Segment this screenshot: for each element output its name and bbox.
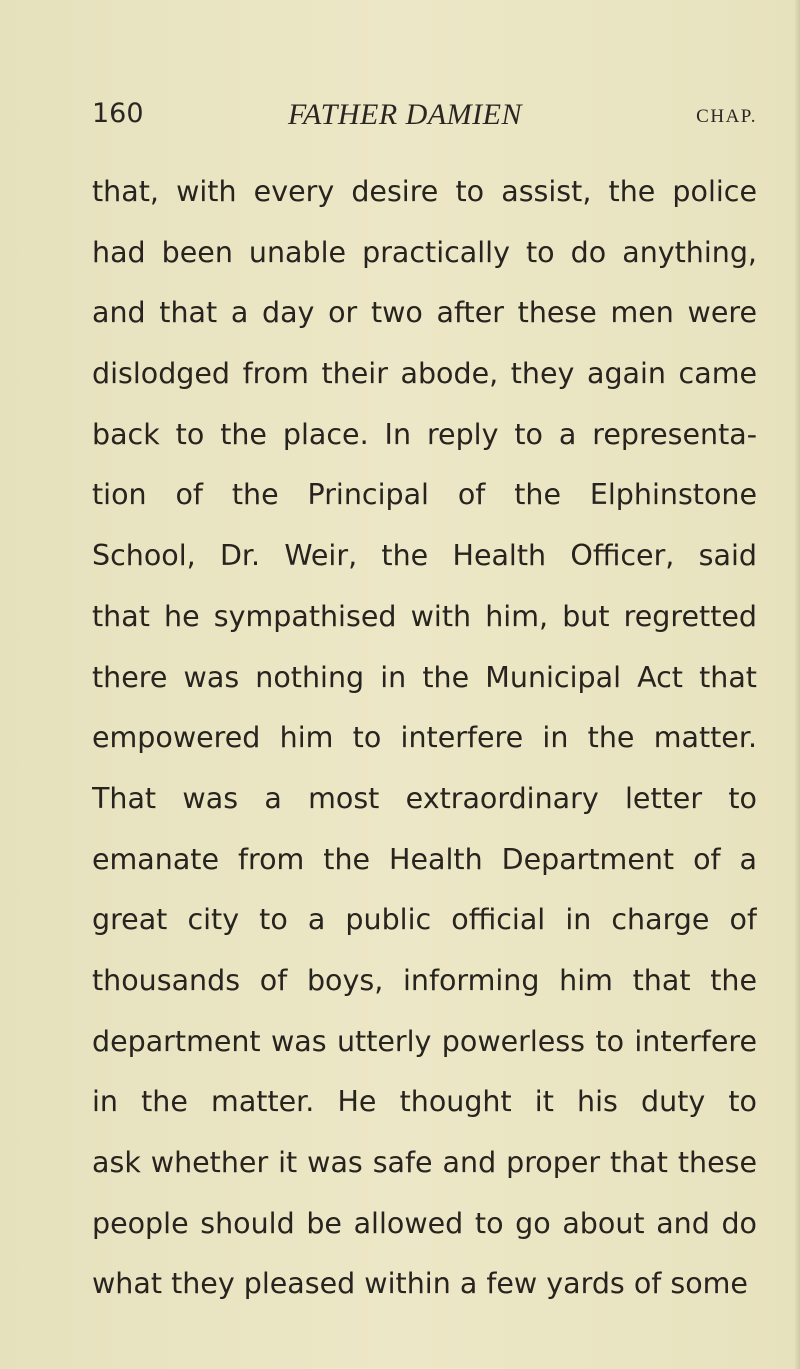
text-line: empowered him to interfere in the matter. (92, 721, 757, 755)
text-line: people should be allowed to go about and do (92, 1206, 757, 1240)
text-line: thousands of boys, informing him that the (92, 963, 757, 997)
text-line: that, with every desire to assist, the police (92, 175, 757, 208)
chapter-label: CHAP. (696, 106, 757, 127)
text-line: department was utterly powerless to interfere (92, 1024, 757, 1058)
text-line: in the matter. He thought it his duty to (92, 1085, 757, 1119)
text-line: back to the place. In reply to a representa- (92, 417, 757, 451)
text-line: and that a day or two after these men were (92, 296, 757, 330)
text-line: had been unable practically to do anything, (92, 235, 757, 269)
page-number: 160 (92, 98, 144, 129)
text-line: tion of the Principal of the Elphinstone (92, 478, 757, 512)
text-line: dislodged from their abode, they again came (92, 357, 757, 391)
body-text (92, 162, 757, 1315)
text-line: That was a most extraordinary letter to (92, 781, 757, 815)
text-line: what they pleased within a few yards of some (92, 1267, 748, 1301)
text-line: emanate from the Health Department of a (92, 842, 757, 876)
text-line: School, Dr. Weir, the Health Officer, said (92, 539, 757, 573)
text-line: that he sympathised with him, but regretted (92, 599, 757, 633)
running-title: FATHER DAMIEN (288, 98, 522, 131)
text-line: great city to a public official in charge of (92, 903, 757, 937)
text-line: ask whether it was safe and proper that these (92, 1146, 757, 1179)
running-head (92, 98, 757, 138)
text-line: there was nothing in the Municipal Act that (92, 660, 757, 694)
page-edge-shadow (794, 0, 800, 1369)
